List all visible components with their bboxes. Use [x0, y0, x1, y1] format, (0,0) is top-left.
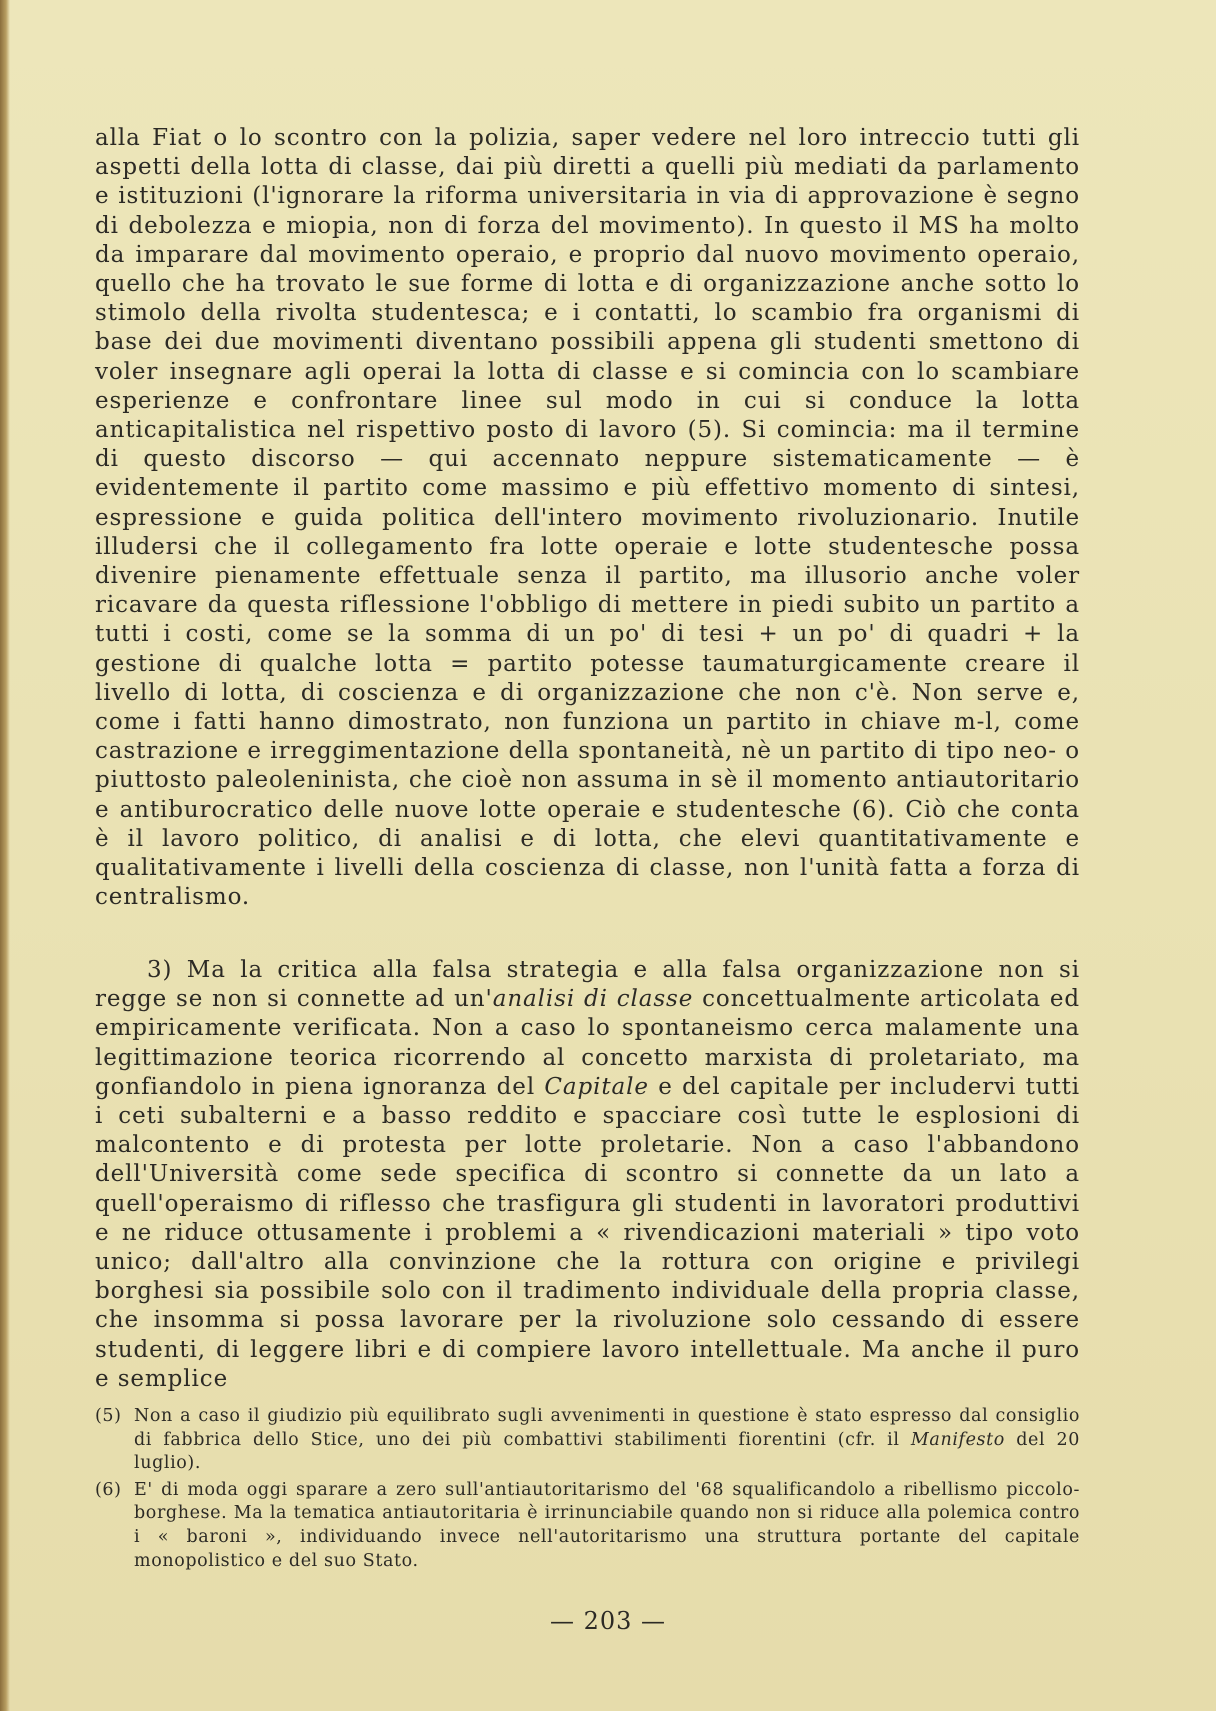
- paragraph-2-italic-analisi: analisi di classe: [492, 986, 694, 1013]
- footnote-5: [95, 1405, 1080, 1476]
- footnotes: [95, 1405, 1080, 1576]
- paragraph-2-text-c: e del capitale per includervi tutti i ceti subalterni e a basso reddito e spacciare così tutte le esplosioni di malcontento e di protesta per lotte proletarie. Non a caso l'abbandono dell'Università come sede specifica di scontro si connette da un lato a quell'operaismo di riflesso che trasfigura gli studenti in lavoratori produttivi e ne riduce ottusamente i problemi a « rivendicazioni materiali » tipo voto unico; dall'altro alla convinzione che la rottura con origine e privilegi borghesi sia possibile solo con il tradimento individuale della propria classe, che insomma si possa lavorare per la rivoluzione solo cessando di essere studenti, di leggere libri e di compiere lavoro intellettuale. Ma anche il puro e semplice: [95, 1073, 1080, 1392]
- footnote-6-text: E' di moda oggi sparare a zero sull'antiautoritarismo del '68 squalificandolo a ribellismo piccolo-borghese. Ma la tematica antiautoritaria è irrinunciabile quando non si riduce alla polemica contro i « baroni », individuando invece nell'autoritarismo una struttura portante del capitale monopolistico e del suo Stato.: [134, 1479, 1080, 1571]
- footnote-6-number: (6): [95, 1479, 122, 1500]
- footnote-5-number: (5): [95, 1406, 122, 1426]
- footnote-5-text-a: Non a caso il giudizio più equilibrato sugli avvenimenti in questione è stato espresso dal consiglio di fabbrica dello Stice, uno dei più combattivi stabilimenti fiorentini (cfr. il: [134, 1406, 1080, 1450]
- paragraph-2-italic-capitale: Capitale: [544, 1073, 649, 1100]
- footnote-6: [95, 1479, 1080, 1573]
- body-paragraph-2: [95, 956, 1080, 1394]
- footnote-5-text: [134, 1405, 1080, 1476]
- page-number: — 203 —: [549, 1607, 667, 1635]
- paragraph-2-text-a: 3) Ma la critica alla falsa strategia e alla falsa organizzazione non si regge se non si connette ad un': [95, 957, 1080, 1013]
- body-paragraph-1: alla Fiat o lo scontro con la polizia, saper vedere nel loro intreccio tutti gli aspetti della lotta di classe, dai più diretti a quelli più mediati da parlamento e istituzioni (l'ignorare la riforma universitaria in via di approvazione è segno di debolezza e miopia, non di forza del movimento). In questo il MS ha molto da imparare dal movimento operaio, e proprio dal nuovo movimento operaio, quello che ha trovato le sue forme di lotta e di organizzazione anche sotto lo stimolo della rivolta studentesca; e i contatti, lo scambio fra organismi di base dei due movimenti diventano possibili appena gli studenti smettono di voler insegnare agli operai la lotta di classe e si comincia con lo scambiare esperienze e confrontare linee sul modo in cui si conduce la lotta anticapitalistica nel rispettivo posto di lavoro (5). Si comincia: ma il termine di questo discorso — qui accennato neppure sistematicamente — è evidentemente il partito come massimo e più effettivo momento di sintesi, espressione e guida politica dell'intero movimento rivoluzionario. Inutile illudersi che il collegamento fra lotte operaie e lotte studentesche possa divenire pienamente effettuale senza il partito, ma illusorio anche voler ricavare da questa riflessione l'obbligo di mettere in piedi subito un partito a tutti i costi, come se la somma di un po' di tesi + un po' di quadri + la gestione di qualche lotta = partito potesse taumaturgicamente creare il livello di lotta, di coscienza e di organizzazione che non c'è. Non serve e, come i fatti hanno dimostrato, non funziona un partito in chiave m-l, come castrazione e irreggimentazione della spontaneità, nè un partito di tipo neo- o piuttosto paleoleninista, che cioè non assuma in sè il momento antiautoritario e antiburocratico delle nuove lotte operaie e studentesche (6). Ciò che conta è il lavoro politico, di analisi e di lotta, che elevi quantitativamente e qualitativamente i livelli della coscienza di classe, non l'unità fatta a forza di centralismo.: [95, 125, 1080, 911]
- footnote-5-italic-manifesto: Manifesto: [910, 1429, 1005, 1450]
- paragraph-2-text-b: concettualmente articolata ed empiricamente verificata. Non a caso lo spontaneismo cerca malamente una legittimazione teorica ricorrendo al concetto marxista di proletariato, ma gonfiandolo in piena ignoranza del: [95, 986, 1080, 1100]
- page-binding-edge: [0, 0, 10, 1711]
- footnote-5-text-b: del 20 luglio).: [134, 1429, 1080, 1474]
